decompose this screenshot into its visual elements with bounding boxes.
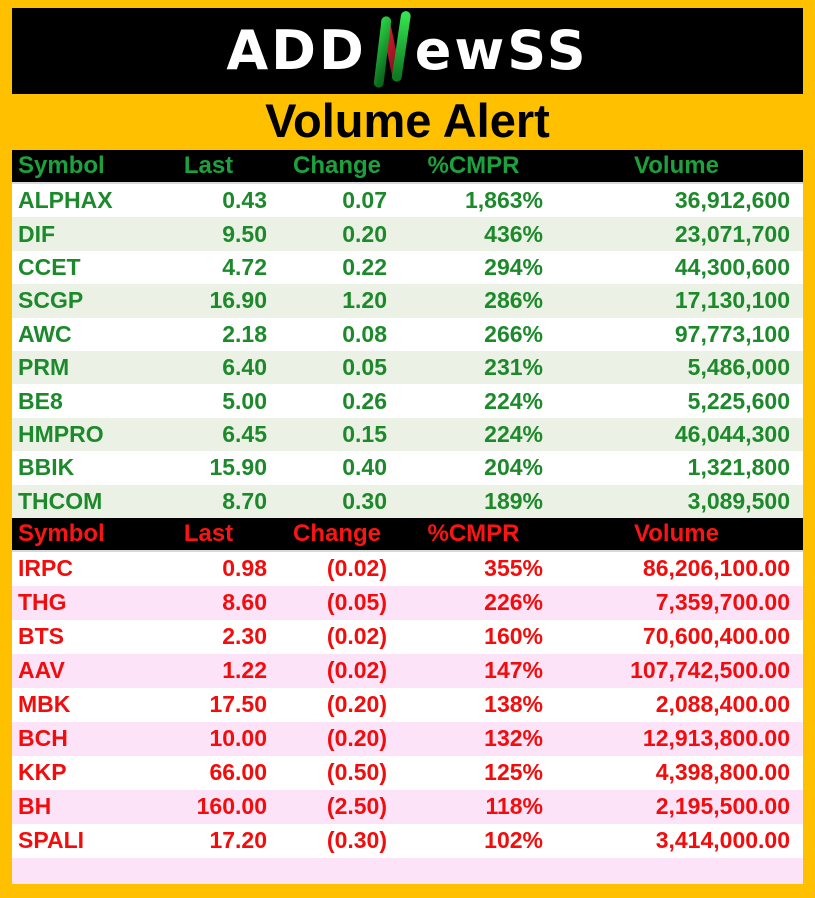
empty-row [12, 858, 803, 884]
column-header-symbol: Symbol [18, 519, 105, 547]
symbol-cell: IRPC [18, 555, 73, 582]
cmpr-cell: 294% [484, 253, 543, 280]
last-cell: 8.60 [222, 589, 267, 616]
last-cell: 0.98 [222, 555, 267, 582]
symbol-cell: BE8 [18, 387, 63, 414]
table-row [12, 620, 803, 654]
symbol-cell: CCET [18, 253, 81, 280]
table-row [12, 184, 803, 217]
symbol-cell: MBK [18, 691, 71, 718]
column-header-change: Change [292, 519, 381, 547]
column-header-symbol: Symbol [18, 152, 105, 179]
cmpr-cell: 224% [484, 420, 543, 447]
table-row [12, 552, 803, 586]
gainers-header-row [12, 150, 803, 184]
cmpr-cell: 231% [484, 354, 543, 381]
volume-cell: 12,913,800.00 [642, 725, 790, 752]
last-cell: 17.50 [209, 691, 267, 718]
table-row [12, 318, 803, 351]
change-cell: (0.02) [326, 555, 387, 582]
last-cell: 16.90 [209, 287, 267, 314]
page-title: Volume Alert [265, 94, 550, 147]
last-cell: 2.30 [222, 623, 267, 650]
change-cell: 0.07 [342, 187, 387, 214]
table-row [12, 722, 803, 756]
column-header-cmpr: %CMPR [427, 152, 520, 179]
symbol-cell: SCGP [18, 287, 84, 314]
table-row [12, 485, 803, 518]
symbol-cell: BCH [18, 725, 68, 752]
last-cell: 0.43 [222, 187, 267, 214]
table-row [12, 654, 803, 688]
change-cell: 0.26 [342, 387, 387, 414]
symbol-cell: KKP [18, 759, 67, 786]
change-cell: 1.20 [342, 287, 387, 314]
volume-cell: 5,225,600 [687, 387, 790, 414]
last-cell: 6.40 [222, 354, 267, 381]
symbol-cell: ALPHAX [18, 187, 113, 214]
table-row [12, 251, 803, 284]
last-cell: 2.18 [222, 320, 267, 347]
logo-text-ewss: ewSS [414, 19, 589, 82]
volume-cell: 1,321,800 [687, 454, 790, 481]
volume-cell: 3,414,000.00 [655, 827, 790, 854]
losers-header-row [12, 518, 803, 552]
cmpr-cell: 118% [485, 793, 543, 820]
table-row [12, 284, 803, 317]
column-header-last: Last [183, 152, 234, 179]
symbol-cell: AWC [18, 320, 72, 347]
last-cell: 8.70 [222, 487, 267, 514]
losers-table-body [12, 552, 803, 858]
table-row [12, 756, 803, 790]
last-cell: 160.00 [196, 793, 267, 820]
symbol-cell: PRM [18, 354, 70, 381]
change-cell: (0.20) [326, 691, 387, 718]
change-cell: 0.40 [342, 454, 387, 481]
change-cell: 0.22 [342, 253, 387, 280]
last-cell: 1.22 [222, 657, 267, 684]
volume-cell: 36,912,600 [674, 187, 790, 214]
cmpr-cell: 226% [484, 589, 543, 616]
table-row [12, 418, 803, 451]
change-cell: 0.15 [342, 420, 387, 447]
volume-cell: 5,486,000 [687, 354, 790, 381]
symbol-cell: BH [18, 793, 52, 820]
column-header-volume: Volume [634, 152, 719, 179]
volume-tables [12, 150, 803, 884]
volume-cell: 2,195,500.00 [655, 793, 790, 820]
last-cell: 9.50 [222, 220, 267, 247]
volume-cell: 7,359,700.00 [655, 589, 790, 616]
cmpr-cell: 125% [484, 759, 543, 786]
symbol-cell: SPALI [18, 827, 85, 854]
symbol-cell: HMPRO [18, 420, 104, 447]
symbol-cell: AAV [18, 657, 65, 684]
last-cell: 17.20 [209, 827, 267, 854]
cmpr-cell: 355% [484, 555, 543, 582]
cmpr-cell: 102% [484, 827, 543, 854]
last-cell: 4.72 [222, 253, 267, 280]
volume-cell: 70,600,400.00 [642, 623, 790, 650]
volume-cell: 23,071,700 [674, 220, 790, 247]
table-row [12, 688, 803, 722]
symbol-cell: DIF [18, 220, 56, 247]
column-header-change: Change [292, 152, 381, 179]
volume-cell: 44,300,600 [674, 253, 790, 280]
table-row [12, 451, 803, 484]
change-cell: 0.08 [342, 320, 387, 347]
logo-text-add: ADD [226, 19, 367, 82]
cmpr-cell: 138% [484, 691, 543, 718]
change-cell: 0.20 [342, 220, 387, 247]
volume-cell: 86,206,100.00 [642, 555, 790, 582]
volume-cell: 3,089,500 [687, 487, 790, 514]
logo-n-icon [369, 10, 414, 88]
change-cell: (0.05) [326, 589, 387, 616]
volume-cell: 46,044,300 [674, 420, 790, 447]
cmpr-cell: 147% [484, 657, 543, 684]
symbol-cell: THG [18, 589, 67, 616]
gainers-table-body [12, 184, 803, 518]
last-cell: 5.00 [222, 387, 267, 414]
cmpr-cell: 204% [484, 454, 543, 481]
last-cell: 6.45 [222, 420, 267, 447]
change-cell: 0.30 [342, 487, 387, 514]
table-row [12, 384, 803, 417]
cmpr-cell: 266% [484, 320, 543, 347]
change-cell: (0.02) [326, 623, 387, 650]
symbol-cell: THCOM [18, 487, 103, 514]
symbol-cell: BBIK [18, 454, 75, 481]
change-cell: (2.50) [326, 793, 387, 820]
addnewss-logo [226, 8, 588, 94]
table-row [12, 586, 803, 620]
change-cell: (0.20) [326, 725, 387, 752]
change-cell: (0.02) [326, 657, 387, 684]
table-row [12, 217, 803, 250]
last-cell: 15.90 [209, 454, 267, 481]
volume-cell: 4,398,800.00 [655, 759, 790, 786]
logo-bar [12, 8, 803, 94]
table-row [12, 351, 803, 384]
column-header-cmpr: %CMPR [427, 519, 520, 547]
cmpr-cell: 224% [484, 387, 543, 414]
volume-cell: 107,742,500.00 [630, 657, 790, 684]
change-cell: (0.50) [326, 759, 387, 786]
change-cell: (0.30) [326, 827, 387, 854]
last-cell: 10.00 [209, 725, 267, 752]
table-row [12, 790, 803, 824]
column-header-last: Last [183, 519, 234, 547]
cmpr-cell: 132% [484, 725, 543, 752]
volume-cell: 2,088,400.00 [655, 691, 790, 718]
volume-cell: 97,773,100 [674, 320, 790, 347]
symbol-cell: BTS [18, 623, 64, 650]
cmpr-cell: 436% [484, 220, 543, 247]
change-cell: 0.05 [342, 354, 387, 381]
cmpr-cell: 189% [484, 487, 543, 514]
cmpr-cell: 160% [484, 623, 543, 650]
last-cell: 66.00 [209, 759, 267, 786]
volume-cell: 17,130,100 [674, 287, 790, 314]
table-row [12, 824, 803, 858]
cmpr-cell: 286% [484, 287, 543, 314]
column-header-volume: Volume [634, 519, 719, 547]
cmpr-cell: 1,863% [464, 187, 543, 214]
